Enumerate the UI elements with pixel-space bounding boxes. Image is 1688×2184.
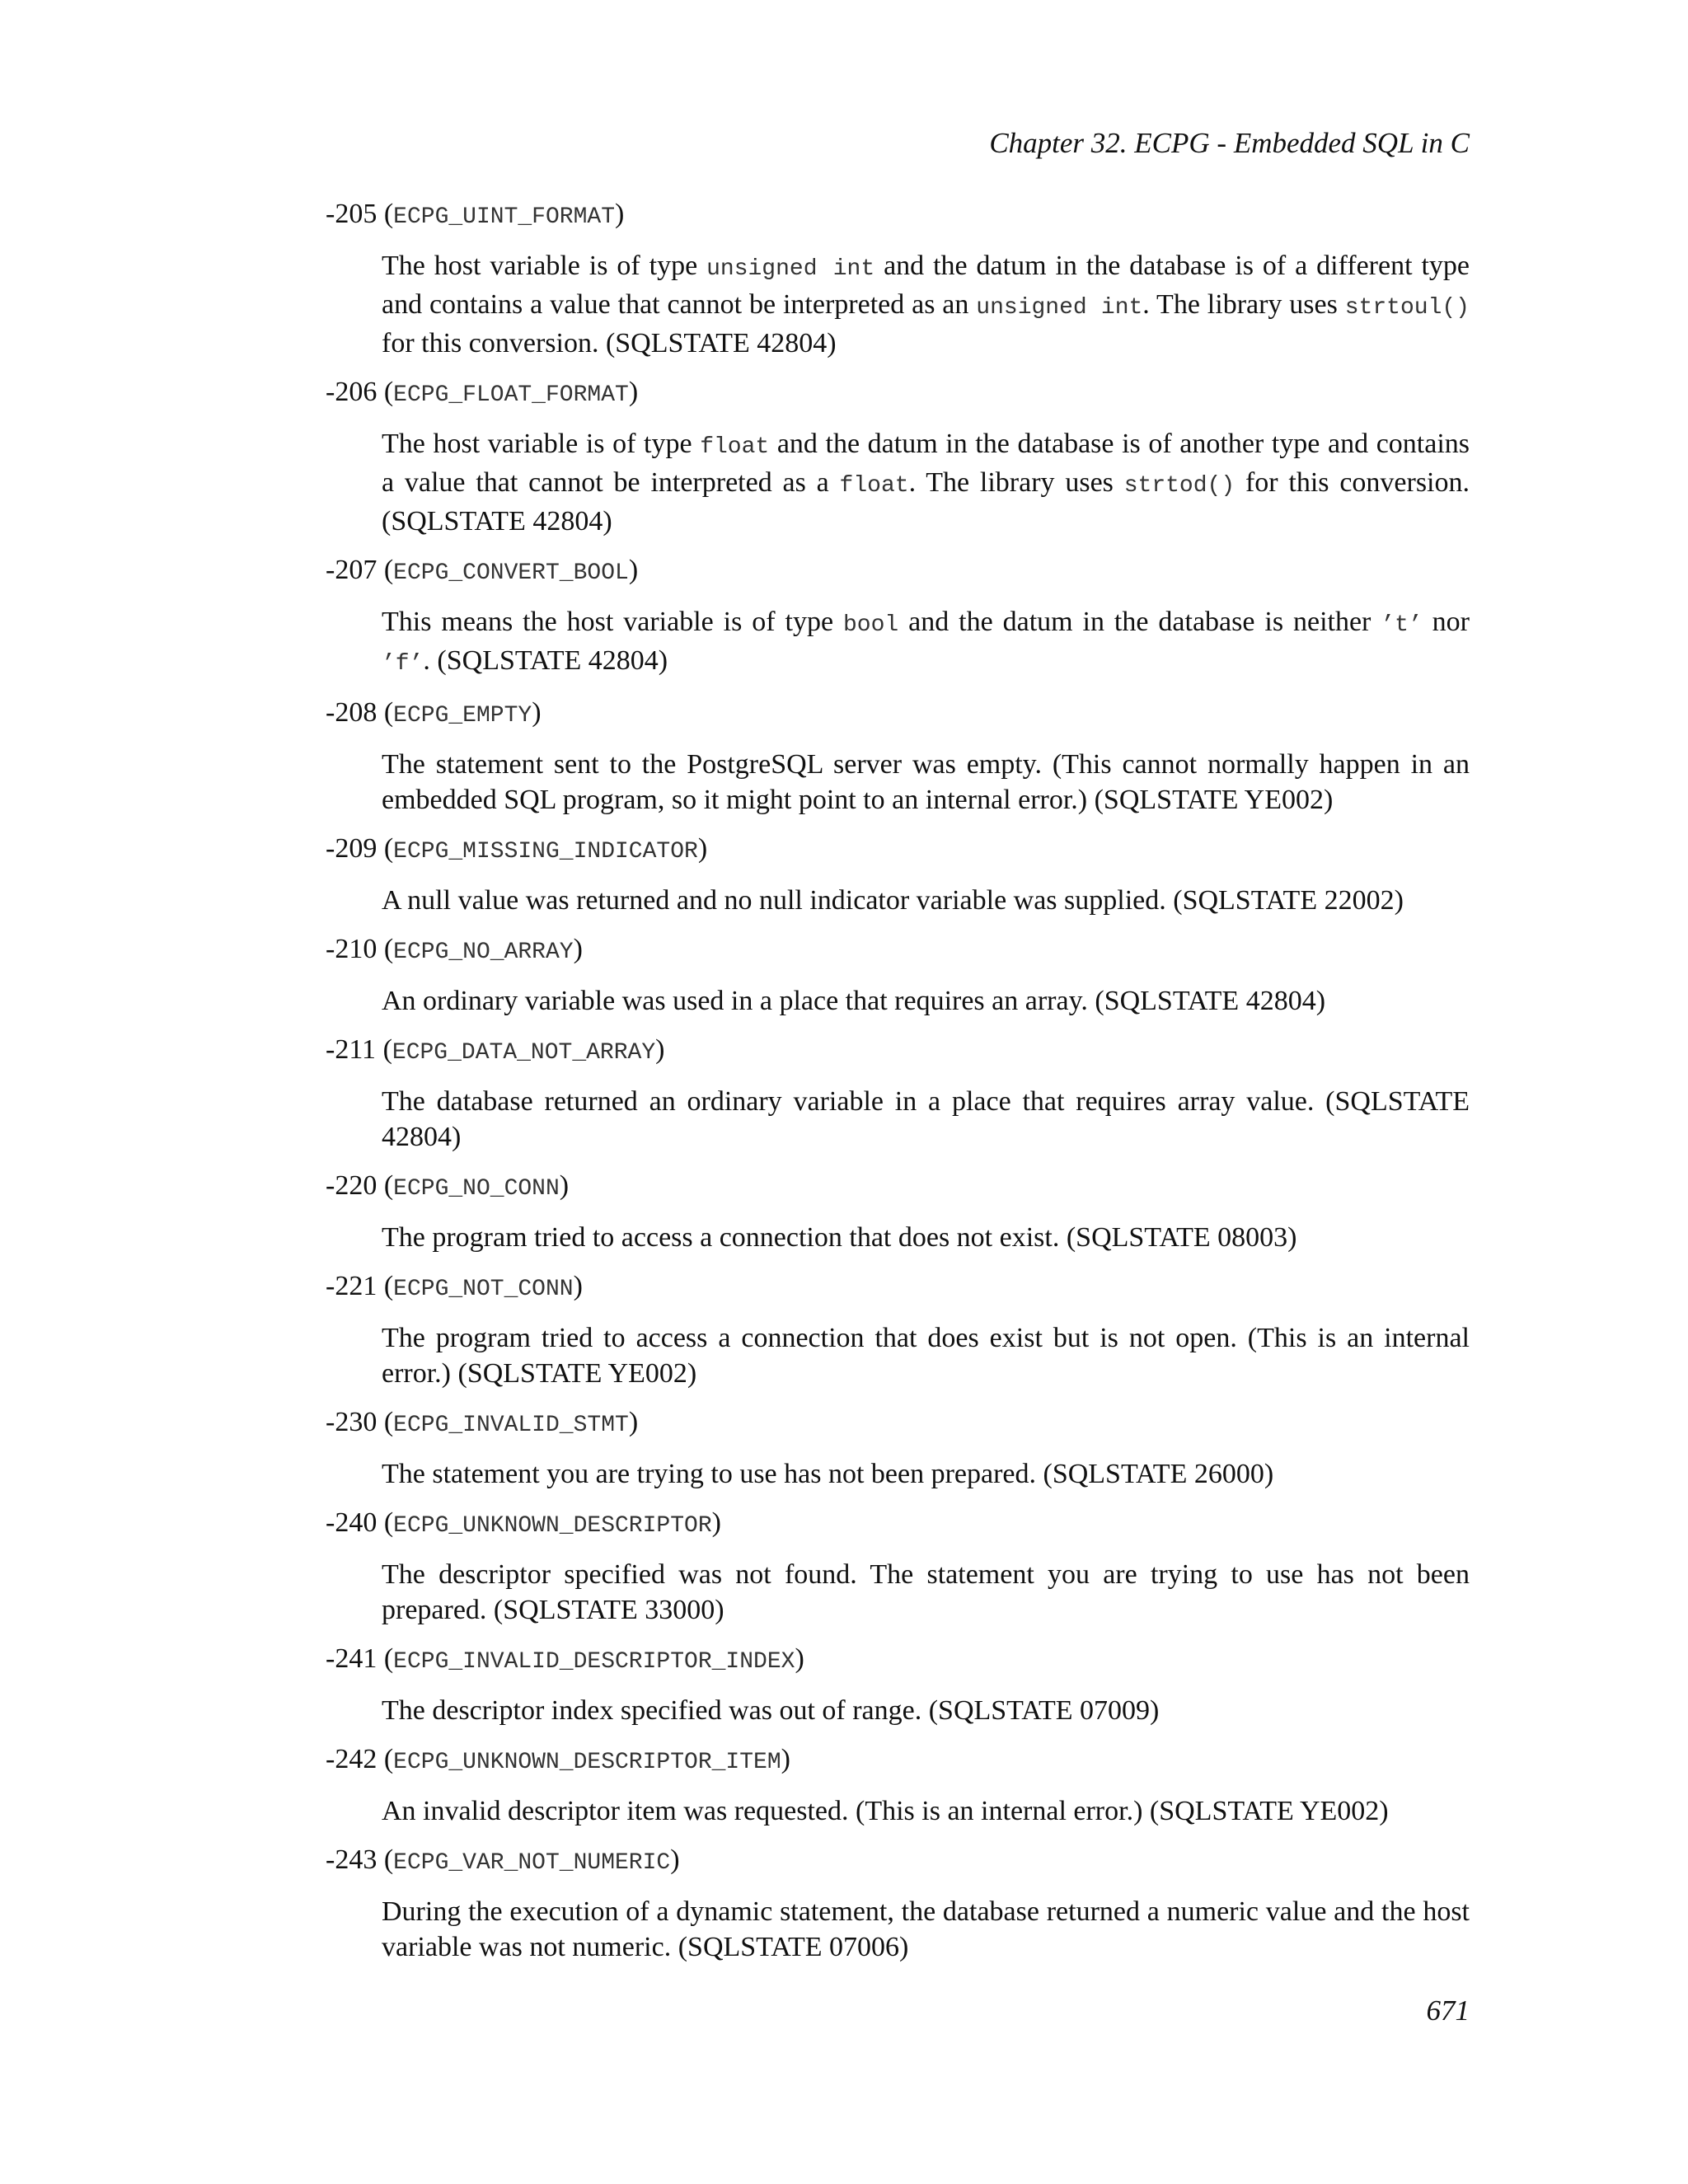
error-code-constant: ECPG_INVALID_STMT <box>393 1413 629 1438</box>
description-text: An invalid descriptor item was requested. (This is an internal error.) (SQLSTATE YE002) <box>382 1796 1389 1826</box>
error-code-number: -205 <box>326 199 377 229</box>
error-code-term: -221 (ECPG_NOT_CONN) <box>326 1271 583 1302</box>
error-code-number: -242 <box>326 1744 377 1774</box>
error-code-number: -208 <box>326 697 377 728</box>
error-code-term: -230 (ECPG_INVALID_STMT) <box>326 1407 639 1438</box>
error-code-number: -209 <box>326 833 377 864</box>
error-code-term: -208 (ECPG_EMPTY) <box>326 697 542 729</box>
error-code-term: -207 (ECPG_CONVERT_BOOL) <box>326 555 639 586</box>
error-code-description <box>382 1894 1470 1965</box>
error-code-number: -206 <box>326 377 377 407</box>
inline-code: float <box>700 434 770 460</box>
description-text: The program tried to access a connection that does not exist. (SQLSTATE 08003) <box>382 1222 1297 1253</box>
error-code-term: -240 (ECPG_UNKNOWN_DESCRIPTOR) <box>326 1507 721 1539</box>
description-text: . The library uses <box>1142 289 1345 320</box>
error-code-description <box>382 883 1470 918</box>
description-text: The statement sent to the PostgreSQL server was empty. (This cannot normally happen in an embedded SQL program, so it might point to an internal error.) (SQLSTATE YE002) <box>382 749 1470 815</box>
error-code-number: -211 <box>326 1034 377 1065</box>
inline-code: unsigned int <box>706 256 875 282</box>
description-text: for this conversion. (SQLSTATE 42804) <box>382 328 837 359</box>
error-code-description <box>382 604 1470 682</box>
error-code-term: -206 (ECPG_FLOAT_FORMAT) <box>326 377 639 408</box>
description-text: . The library uses <box>908 467 1124 498</box>
error-code-description <box>382 1320 1470 1391</box>
description-text: and the datum in the database is of a different type and contains a value that cannot be interpreted as an <box>382 251 1470 320</box>
inline-code: strtoul() <box>1344 295 1470 321</box>
error-code-description <box>382 1557 1470 1628</box>
error-code-term: -209 (ECPG_MISSING_INDICATOR) <box>326 833 708 865</box>
inline-code: ’t’ <box>1381 612 1423 638</box>
description-text: This means the host variable is of type <box>382 607 843 637</box>
description-text: and the datum in the database is neither <box>898 607 1381 637</box>
page-number: 671 <box>1426 1994 1470 2027</box>
error-code-number: -207 <box>326 555 377 585</box>
error-code-term: -220 (ECPG_NO_CONN) <box>326 1170 570 1202</box>
error-code-constant: ECPG_CONVERT_BOOL <box>393 560 629 586</box>
description-text: A null value was returned and no null indicator variable was supplied. (SQLSTATE 22002) <box>382 885 1404 916</box>
error-code-term: -210 (ECPG_NO_ARRAY) <box>326 934 583 965</box>
error-code-term: -205 (ECPG_UINT_FORMAT) <box>326 199 625 230</box>
error-code-number: -220 <box>326 1170 377 1201</box>
error-code-constant: ECPG_NO_ARRAY <box>393 940 574 965</box>
error-code-number: -221 <box>326 1271 377 1301</box>
error-code-description <box>382 426 1470 539</box>
error-code-description <box>382 1456 1470 1492</box>
error-code-description <box>382 1084 1470 1155</box>
error-code-term: -211 (ECPG_DATA_NOT_ARRAY) <box>326 1034 665 1066</box>
error-code-constant: ECPG_VAR_NOT_NUMERIC <box>393 1850 671 1876</box>
inline-code: unsigned int <box>976 295 1143 321</box>
error-code-description <box>382 1220 1470 1255</box>
description-text: The statement you are trying to use has not been prepared. (SQLSTATE 26000) <box>382 1459 1274 1489</box>
error-code-number: -241 <box>326 1643 377 1674</box>
description-text: The host variable is of type <box>382 429 701 459</box>
error-code-description <box>382 747 1470 818</box>
description-text: nor <box>1422 607 1470 637</box>
description-text: The descriptor specified was not found. The statement you are trying to use has not been prepared. (SQLSTATE 33000) <box>382 1559 1470 1625</box>
inline-code: ’f’ <box>382 651 424 677</box>
error-code-constant: ECPG_INVALID_DESCRIPTOR_INDEX <box>393 1649 795 1675</box>
error-code-constant: ECPG_UINT_FORMAT <box>393 204 615 230</box>
error-code-term: -241 (ECPG_INVALID_DESCRIPTOR_INDEX) <box>326 1643 804 1675</box>
description-text: and the datum in the database is of another type and contains a value that cannot be interpreted as a <box>382 429 1470 498</box>
inline-code: float <box>839 473 909 499</box>
error-code-constant: ECPG_EMPTY <box>393 703 532 729</box>
description-text: . (SQLSTATE 42804) <box>423 645 668 676</box>
running-header: Chapter 32. ECPG - Embedded SQL in C <box>989 127 1470 159</box>
description-text: The host variable is of type <box>382 251 707 281</box>
error-code-constant: ECPG_MISSING_INDICATOR <box>393 839 698 865</box>
error-code-list <box>326 196 1470 1978</box>
error-code-description <box>382 248 1470 361</box>
error-code-term: -242 (ECPG_UNKNOWN_DESCRIPTOR_ITEM) <box>326 1744 790 1775</box>
description-text: The descriptor index specified was out of range. (SQLSTATE 07009) <box>382 1695 1160 1726</box>
error-code-number: -230 <box>326 1407 377 1437</box>
error-code-constant: ECPG_UNKNOWN_DESCRIPTOR_ITEM <box>393 1750 781 1775</box>
error-code-constant: ECPG_DATA_NOT_ARRAY <box>392 1040 656 1066</box>
description-text: During the execution of a dynamic statement, the database returned a numeric value and the host variable was not numeric. (SQLSTATE 07006) <box>382 1896 1470 1962</box>
error-code-constant: ECPG_NO_CONN <box>393 1176 560 1202</box>
description-text: The database returned an ordinary variable in a place that requires array value. (SQLSTATE 42804) <box>382 1086 1470 1152</box>
description-text: An ordinary variable was used in a place that requires an array. (SQLSTATE 42804) <box>382 986 1326 1016</box>
error-code-constant: ECPG_NOT_CONN <box>393 1277 574 1302</box>
inline-code: bool <box>843 612 899 638</box>
error-code-description <box>382 1693 1470 1728</box>
error-code-constant: ECPG_UNKNOWN_DESCRIPTOR <box>393 1513 712 1539</box>
error-code-number: -240 <box>326 1507 377 1538</box>
inline-code: strtod() <box>1123 473 1236 499</box>
error-code-term: -243 (ECPG_VAR_NOT_NUMERIC) <box>326 1844 680 1876</box>
error-code-description <box>382 1793 1470 1829</box>
description-text: for this conversion. (SQLSTATE 42804) <box>382 467 1470 537</box>
description-text: The program tried to access a connection that does exist but is not open. (This is an internal error.) (SQLSTATE YE002) <box>382 1323 1470 1389</box>
error-code-number: -210 <box>326 934 377 964</box>
error-code-number: -243 <box>326 1844 377 1875</box>
error-code-constant: ECPG_FLOAT_FORMAT <box>393 382 629 408</box>
error-code-description <box>382 983 1470 1019</box>
